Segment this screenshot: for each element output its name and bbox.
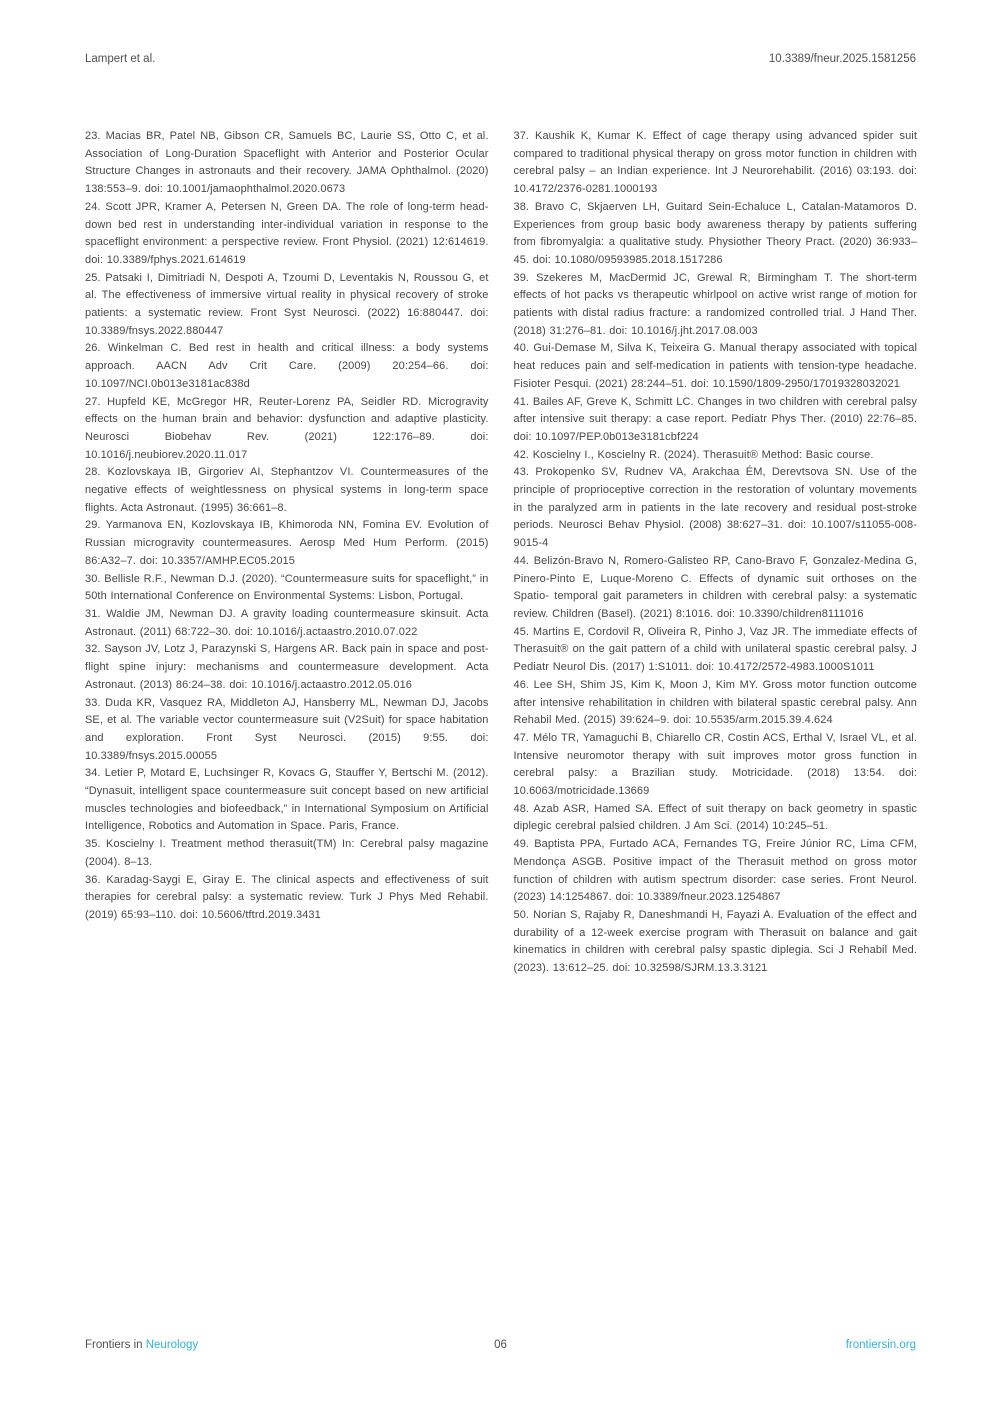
reference-item: 39. Szekeres M, MacDermid JC, Grewal R, Birmingham T. The short-term effects of hot packs vs therapeutic whirlpool on active wrist range of motion for patients with distal radius fracture: a randomized controlled trial. J Hand Ther. (2018) 31:276–81. doi: 10.1016/j.jht.2017.08.003 [513, 271, 917, 337]
journal-field: Neurology [145, 1339, 199, 1351]
page-header [85, 53, 916, 65]
reference-item: 34. Letier P, Motard E, Luchsinger R, Kovacs G, Stauffer Y, Bertschi M. (2012). “Dynasuit, intelligent space countermeasure suit concept based on new artificial muscles technologies and biofeedback,” in International Symposium on Artificial Intelligence, Robotics and Automation in Space. Paris, France. [85, 767, 489, 833]
reference-item: 28. Kozlovskaya IB, Girgoriev AI, Stephantzov VI. Countermeasures of the negative effects of weightlessness on physical systems in long-term space flights. Acta Astronaut. (1995) 36:661–8. [85, 466, 489, 514]
reference-item: 43. Prokopenko SV, Rudnev VA, Arakchaa ÉM, Derevtsova SN. Use of the principle of proprioceptive correction in the restoration of voluntary movements in the paralyzed arm in patients in the late recovery and residual post-stroke periods. Neurosci Behav Physiol. (2008) 38:627–31. doi: 10.1007/s11055-008-9015-4 [513, 466, 917, 550]
reference-item: 30. Bellisle R.F., Newman D.J. (2020). “Countermeasure suits for spaceflight,” in 50th International Conference on Environmental Systems: Lisbon, Portugal. [85, 572, 489, 603]
reference-item: 36. Karadag-Saygi E, Giray E. The clinical aspects and effectiveness of suit therapies for cerebral palsy: a systematic review. Turk J Phys Med Rehabil. (2019) 65:93–110. doi: 10.5606/tftrd.2019.3431 [85, 873, 489, 921]
references-column-left [85, 128, 489, 978]
reference-item: 48. Azab ASR, Hamed SA. Effect of suit therapy on back geometry in spastic diplegic cerebral palsied children. J Am Sci. (2014) 10:245–51. [513, 802, 917, 833]
references-column-right [514, 128, 918, 978]
reference-item: 29. Yarmanova EN, Kozlovskaya IB, Khimoroda NN, Fomina EV. Evolution of Russian microgravity countermeasures. Aerosp Med Hum Perform. (2015) 86:A32–7. doi: 10.3357/AMHP.EC05.2015 [85, 519, 489, 567]
reference-item: 50. Norian S, Rajaby R, Daneshmandi H, Fayazi A. Evaluation of the effect and durability of a 12-week exercise program with Therasuit on balance and gait kinematics in children with cerebral palsy spastic diplegia. Sci J Rehabil Med. (2023). 13:612–25. doi: 10.32598/SJRM.13.3.3121 [513, 908, 917, 975]
reference-item: 45. Martins E, Cordovil R, Oliveira R, Pinho J, Vaz JR. The immediate effects of Therasuit® on the gait pattern of a child with unilateral spastic cerebral palsy. J Pediatr Neurol Dis. (2017) 1:S1011. doi: 10.4172/2572-4983.1000S1011 [513, 625, 917, 674]
reference-item: 27. Hupfeld KE, McGregor HR, Reuter-Lorenz PA, Seidler RD. Microgravity effects on the human brain and behavior: dysfunction and adaptive plasticity. Neurosci Biobehav Rev. (2021) 122:176–89. doi: 10.1016/j.neubiorev.2020.11.017 [85, 395, 489, 461]
reference-item: 49. Baptista PPA, Furtado ACA, Fernandes TG, Freire Júnior RC, Lima CFM, Mendonça ASGB. Positive impact of the Therasuit method on gross motor function of children with autism spectrum disorder: case series. Front Neurol. (2023) 14:1254867. doi: 10.3389/fneur.2023.1254867 [513, 838, 917, 904]
running-head-doi: 10.3389/fneur.2025.1581256 [768, 53, 916, 65]
reference-item: 47. Mélo TR, Yamaguchi B, Chiarello CR, Costin ACS, Erthal V, Israel VL, et al. Intensive neuromotor therapy with suit improves motor gross function in cerebral palsy: a Brazilian study. Motricidade. (2018) 13:54. doi: 10.6063/motricidade.13669 [513, 731, 917, 798]
reference-item: 46. Lee SH, Shim JS, Kim K, Moon J, Kim MY. Gross motor function outcome after intensive rehabilitation in children with bilateral spastic cerebral palsy. Ann Rehabil Med. (2015) 39:624–9. doi: 10.5535/arm.2015.39.4.624 [513, 678, 917, 727]
reference-item: 41. Bailes AF, Greve K, Schmitt LC. Changes in two children with cerebral palsy after intensive suit therapy: a case report. Pediatr Phys Ther. (2010) 22:76–85. doi: 10.1097/PEP.0b013e3181cbf224 [513, 395, 917, 443]
frontiersin-link[interactable]: frontiersin.org [845, 1339, 916, 1351]
reference-item: 40. Gui-Demase M, Silva K, Teixeira G. Manual therapy associated with topical heat reduces pain and self-medication in patients with tension-type headache. Fisioter Pesqui. (2021) 28:244–51. doi: 10.1590/1809-2950/17019328032021 [513, 342, 917, 390]
reference-item: 26. Winkelman C. Bed rest in health and critical illness: a body systems approach. AACN Adv Crit Care. (2009) 20:254–66. doi: 10.1097/NCI.0b013e3181ac838d [85, 342, 489, 390]
reference-item: 37. Kaushik K, Kumar K. Effect of cage therapy using advanced spider suit compared to traditional physical therapy on gross motor function in children with cerebral palsy – an Indian experience. Int J Neurorehabilit. (2016) 03:193. doi: 10.4172/2376-0281.1000193 [513, 130, 917, 196]
reference-item: 24. Scott JPR, Kramer A, Petersen N, Green DA. The role of long-term head-down bed rest in understanding inter-individual variation in response to the spaceflight environment: a perspective review. Front Physiol. (2021) 12:614619. doi: 10.3389/fphys.2021.614619 [85, 200, 489, 266]
journal-prefix: Frontiers in [85, 1339, 143, 1351]
reference-item: 33. Duda KR, Vasquez RA, Middleton AJ, Hansberry ML, Newman DJ, Jacobs SE, et al. The variable vector countermeasure suit (V2Suit) for space habitation and exploration. Front Syst Neurosci. (2015) 9:55. doi: 10.3389/fnsys.2015.00055 [85, 696, 489, 762]
page-footer [85, 1339, 916, 1355]
reference-item: 42. Koscielny I., Koscielny R. (2024). Therasuit® Method: Basic course. [513, 448, 874, 461]
reference-item: 25. Patsaki I, Dimitriadi N, Despoti A, Tzoumi D, Leventakis N, Roussou G, et al. The effectiveness of immersive virtual reality in physical recovery of stroke patients: a systematic review. Front Syst Neurosci. (2022) 16:880447. doi: 10.3389/fnsys.2022.880447 [85, 271, 489, 337]
reference-item: 38. Bravo C, Skjaerven LH, Guitard Sein-Echaluce L, Catalan-Matamoros D. Experiences from group basic body awareness therapy by patients suffering from fibromyalgia: a qualitative study. Physiother Theory Pract. (2020) 36:933–45. doi: 10.1080/09593985.2018.1517286 [513, 200, 917, 266]
reference-item: 32. Sayson JV, Lotz J, Parazynski S, Hargens AR. Back pain in space and post-flight spine injury: mechanisms and countermeasure development. Acta Astronaut. (2013) 86:24–38. doi: 10.1016/j.actaastro.2012.05.016 [85, 643, 489, 691]
reference-item: 31. Waldie JM, Newman DJ. A gravity loading countermeasure skinsuit. Acta Astronaut. (2011) 68:722–30. doi: 10.1016/j.actaastro.2010.07.022 [85, 607, 489, 638]
reference-item: 23. Macias BR, Patel NB, Gibson CR, Samuels BC, Laurie SS, Otto C, et al. Association of Long-Duration Spaceflight with Anterior and Posterior Ocular Structure Changes in astronauts and their recovery. JAMA Ophthalmol. (2020) 138:553–9. doi: 10.1001/jamaophthalmol.2020.0673 [85, 130, 489, 196]
reference-item: 35. Koscielny I. Treatment method therasuit(TM) In: Cerebral palsy magazine (2004). 8–13. [85, 838, 489, 868]
running-head-authors: Lampert et al. [85, 53, 156, 65]
reference-item: 44. Belizón-Bravo N, Romero-Galisteo RP, Cano-Bravo F, Gonzalez-Medina G, Pinero-Pinto E, Luque-Moreno C. Effects of dynamic suit orthoses on the Spatio- temporal gait parameters in children with cerebral palsy: a systematic review. Children (Basel). (2021) 8:1016. doi: 10.3390/children8111016 [513, 554, 917, 620]
page-number: 06 [494, 1339, 507, 1351]
references-section [85, 128, 917, 978]
